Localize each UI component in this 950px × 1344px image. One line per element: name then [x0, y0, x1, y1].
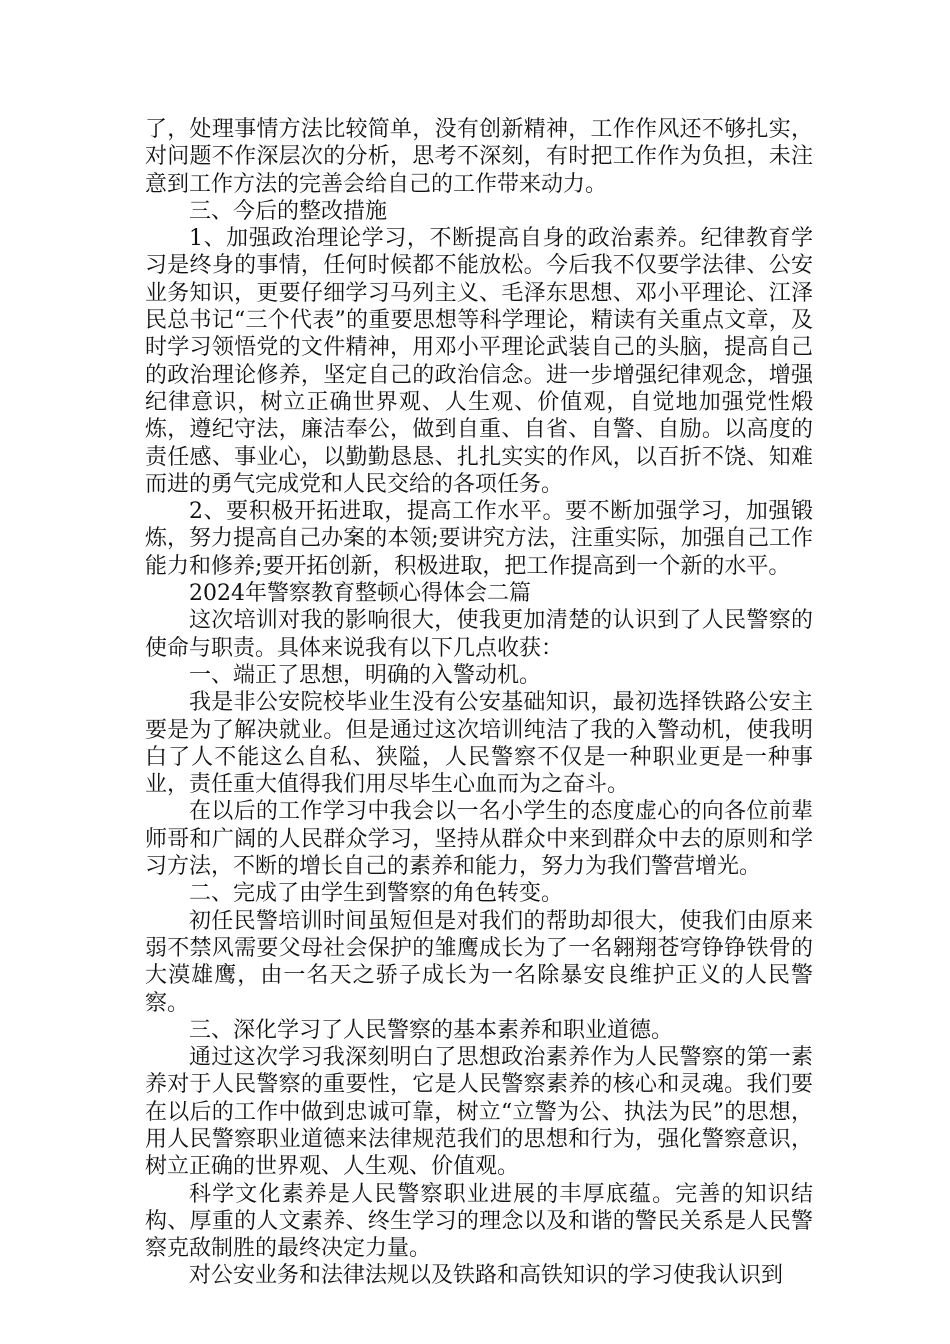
article-title: 2024年警察教育整顿心得体会二篇: [189, 581, 531, 607]
paragraph-political-quality: 通过这次学习我深刻明白了思想政治素养作为人民警察的第一素养对于人民警察的重要性，它是人民警察素养的核心和灵魂。我们要在以后的工作中做到忠诚可靠，树立“立警为公、执法为民”的思想，用人民警察职业道德来法律规范我们的思想和行为，强化警察意识，树立正确的世界观、人生观、价值观。: [145, 1045, 813, 1180]
paragraph-intro: 这次培训对我的影响很大，使我更加清楚的认识到了人民警察的使命与职责。具体来说我有以下几点收获：: [145, 608, 813, 661]
section-heading-motivation: 一、端正了思想，明确的入警动机。: [189, 662, 542, 688]
paragraph-cultural-quality: 科学文化素养是人民警察职业进展的丰厚底蕴。完善的知识结构、厚重的人文素养、终生学习的理念以及和谐的警民关系是人民警察克敌制胜的最终决定力量。: [145, 1181, 813, 1262]
section-heading-rectification: 三、今后的整改措施: [189, 198, 388, 224]
document-page: [145, 116, 813, 1290]
paragraph-continued: 了，处理事情方法比较简单，没有创新精神，工作作风还不够扎实，对问题不作深层次的分析，思考不深刻，有时把工作作为负担，未注意到工作方法的完善会给自己的工作带来动力。: [145, 117, 813, 197]
paragraph-measure-2: 2、要积极开拓进取，提高工作水平。要不断加强学习，加强锻炼，努力提高自己办案的本领;要讲究方法，注重实际，加强自己工作能力和修养;要开拓创新，积极进取，把工作提高到一个新的水平。: [145, 499, 813, 579]
paragraph-role-change: 初任民警培训时间虽短但是对我们的帮助却很大，使我们由原来弱不禁风需要父母社会保护的雏鹰成长为了一名翱翔苍穹铮铮铁骨的大漠雄鹰，由一名天之骄子成长为一名除暴安良维护正义的人民警察。: [145, 908, 813, 1016]
paragraph-future-study: 在以后的工作学习中我会以一名小学生的态度虚心的向各位前辈师哥和广阔的人民群众学习，坚持从群众中来到群众中去的原则和学习方法，不断的增长自己的素养和能力，努力为我们警营增光。: [145, 799, 813, 880]
paragraph-measure-1: 1、加强政治理论学习，不断提高自身的政治素养。纪律教育学习是终身的事情，任何时候都不能放松。今后我不仅要学法律、公安业务知识，更要仔细学习马列主义、毛泽东思想、邓小平理论、江泽民总书记“三个代表”的重要思想等科学理论，精读有关重点文章，及时学习领悟党的文件精神，用邓小平理论武装自己的头脑，提高自己的政治理论修养，坚定自己的政治信念。进一步增强纪律观念，增强纪律意识，树立正确世界观、人生观、价值观，自觉地加强党性煅炼，遵纪守法，廉洁奉公，做到自重、自省、自警、自励。以高度的责任感、事业心，以勤勤恳恳、扎扎实实的作风，以百折不饶、知难而进的勇气完成党和人民交给的各项任务。: [145, 226, 813, 497]
section-heading-role-change: 二、完成了由学生到警察的角色转变。: [189, 881, 564, 907]
paragraph-motivation: 我是非公安院校毕业生没有公安基础知识，最初选择铁路公安主要是为了解决就业。但是通过这次培训纯洁了我的入警动机，使我明白了人不能这么自私、狭隘，人民警察不仅是一种职业更是一种事业，责任重大值得我们用尽毕生心血而为之奋斗。: [145, 690, 813, 798]
section-heading-ethics: 三、深化学习了人民警察的基本素养和职业道德。: [189, 1017, 674, 1043]
paragraph-business-study: 对公安业务和法律法规以及铁路和高铁知识的学习使我认识到: [189, 1263, 784, 1289]
